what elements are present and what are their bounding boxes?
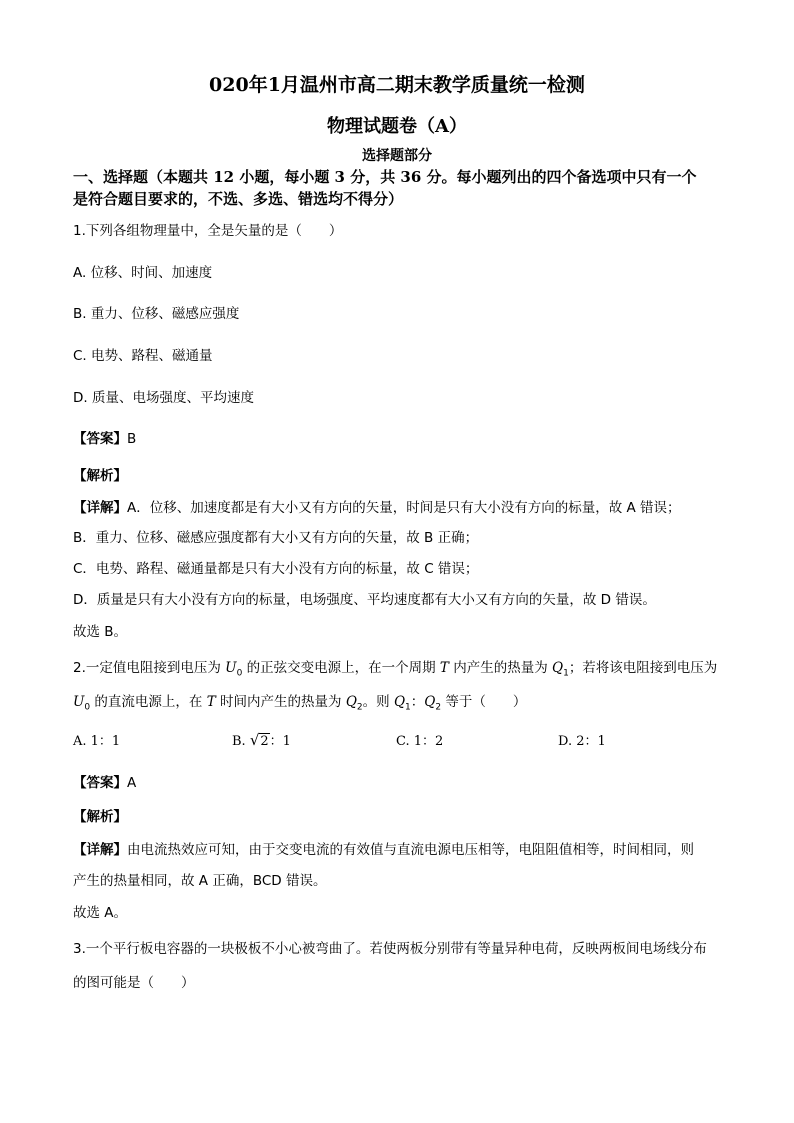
q2-answer xyxy=(73,771,136,791)
q2-detail-line2: 产生的热量相同，故 A 正确，BCD 错误。 xyxy=(73,873,327,889)
q2-analysis-tag: 【解析】 xyxy=(73,809,127,825)
symbol-q: Q xyxy=(552,660,564,676)
text: ： xyxy=(410,694,425,710)
answer-value: B xyxy=(127,431,137,447)
q1-option-d: D. 质量、电场强度、平均速度 xyxy=(73,390,254,406)
q2-conclusion: 故选 A。 xyxy=(73,905,128,921)
q2-option-c: C. 1：2 xyxy=(396,734,444,749)
symbol-t: T xyxy=(206,694,216,710)
q1-analysis-tag: 【解析】 xyxy=(73,468,127,484)
q2-stem-line1 xyxy=(73,656,717,679)
symbol-u: U xyxy=(73,694,85,710)
text: 时间内产生的热量为 xyxy=(215,694,346,710)
symbol-q: Q xyxy=(424,694,436,710)
text: 2.一定值电阻接到电压为 xyxy=(73,660,226,676)
q1-stem: 1.下列各组物理量中，全是矢量的是（ ） xyxy=(73,223,343,239)
q3-stem-line2: 的图可能是（ ） xyxy=(73,975,195,991)
section-instruction-line1: 一、选择题（本题共 12 小题，每小题 3 分，共 36 分。每小题列出的四个备选项中只有一个 xyxy=(73,168,697,186)
detail-tag: 【详解】 xyxy=(73,500,127,516)
q1-detail-line3: C．电势、路程、磁通量都是只有大小没有方向的标量，故 C 错误； xyxy=(73,561,479,577)
exam-subtitle: 物理试题卷（A） xyxy=(327,116,467,137)
q1-option-b: B. 重力、位移、磁感应强度 xyxy=(73,306,240,322)
q2-option-d: D. 2：1 xyxy=(558,734,606,749)
answer-value: A xyxy=(127,775,137,791)
text: 。则 xyxy=(362,694,394,710)
sqrt-symbol: √2 xyxy=(249,731,269,749)
q2-stem-line2 xyxy=(73,690,526,713)
option-letter: B. xyxy=(232,734,246,749)
detail-text: 由电流热效应可知，由于交变电流的有效值与直流电源电压相等，电阻阻值相等，时间相同，则 xyxy=(127,842,694,858)
q1-answer xyxy=(73,427,136,447)
subscript: 1 xyxy=(405,702,411,713)
subscript: 2 xyxy=(356,702,363,713)
detail-text: A．位移、加速度都是有大小又有方向的矢量，时间是只有大小没有方向的标量，故 A 错误； xyxy=(127,500,681,516)
subscript: 2 xyxy=(435,702,442,713)
answer-tag: 【答案】 xyxy=(73,775,127,791)
q1-detail-line4: D．质量是只有大小没有方向的标量，电场强度、平均速度都有大小又有方向的矢量，故 D 错误。 xyxy=(73,592,656,608)
symbol-q: Q xyxy=(345,694,357,710)
radicand: 2 xyxy=(260,734,269,749)
q1-detail-line1 xyxy=(73,496,681,516)
symbol-u: U xyxy=(225,660,237,676)
section-instruction-line2: 是符合题目要求的，不选、多选、错选均不得分） xyxy=(73,190,404,208)
ratio-tail: ：1 xyxy=(269,734,291,749)
q2-option-b xyxy=(232,730,291,749)
q1-conclusion: 故选 B。 xyxy=(73,624,128,640)
subscript: 1 xyxy=(563,668,569,679)
symbol-q: Q xyxy=(393,694,406,710)
text: 内产生的热量为 xyxy=(448,660,552,676)
q1-detail-line2: B．重力、位移、磁感应强度都有大小又有方向的矢量，故 B 正确； xyxy=(73,530,479,546)
subscript: 0 xyxy=(84,702,91,713)
q3-stem-line1: 3.一个平行板电容器的一块极板不小心被弯曲了。若使两板分别带有等量异种电荷，反映两板间电场线分布 xyxy=(73,941,707,957)
q2-detail-line1 xyxy=(73,838,694,858)
q2-option-a: A. 1：1 xyxy=(73,734,121,749)
text: 等于（ ） xyxy=(441,694,527,710)
q1-option-c: C. 电势、路程、磁通量 xyxy=(73,348,213,364)
symbol-t: T xyxy=(439,660,449,676)
part-heading: 选择题部分 xyxy=(362,148,432,164)
exam-title: 020年1月温州市高二期末教学质量统一检测 xyxy=(209,74,585,96)
text: 的正弦交变电源上，在一个周期 xyxy=(242,660,440,676)
text: 的直流电源上，在 xyxy=(90,694,207,710)
text: ；若将该电阻接到电压为 xyxy=(568,660,718,676)
q1-option-a: A. 位移、时间、加速度 xyxy=(73,265,213,281)
detail-tag: 【详解】 xyxy=(73,842,127,858)
answer-tag: 【答案】 xyxy=(73,431,127,447)
subscript: 0 xyxy=(236,668,243,679)
